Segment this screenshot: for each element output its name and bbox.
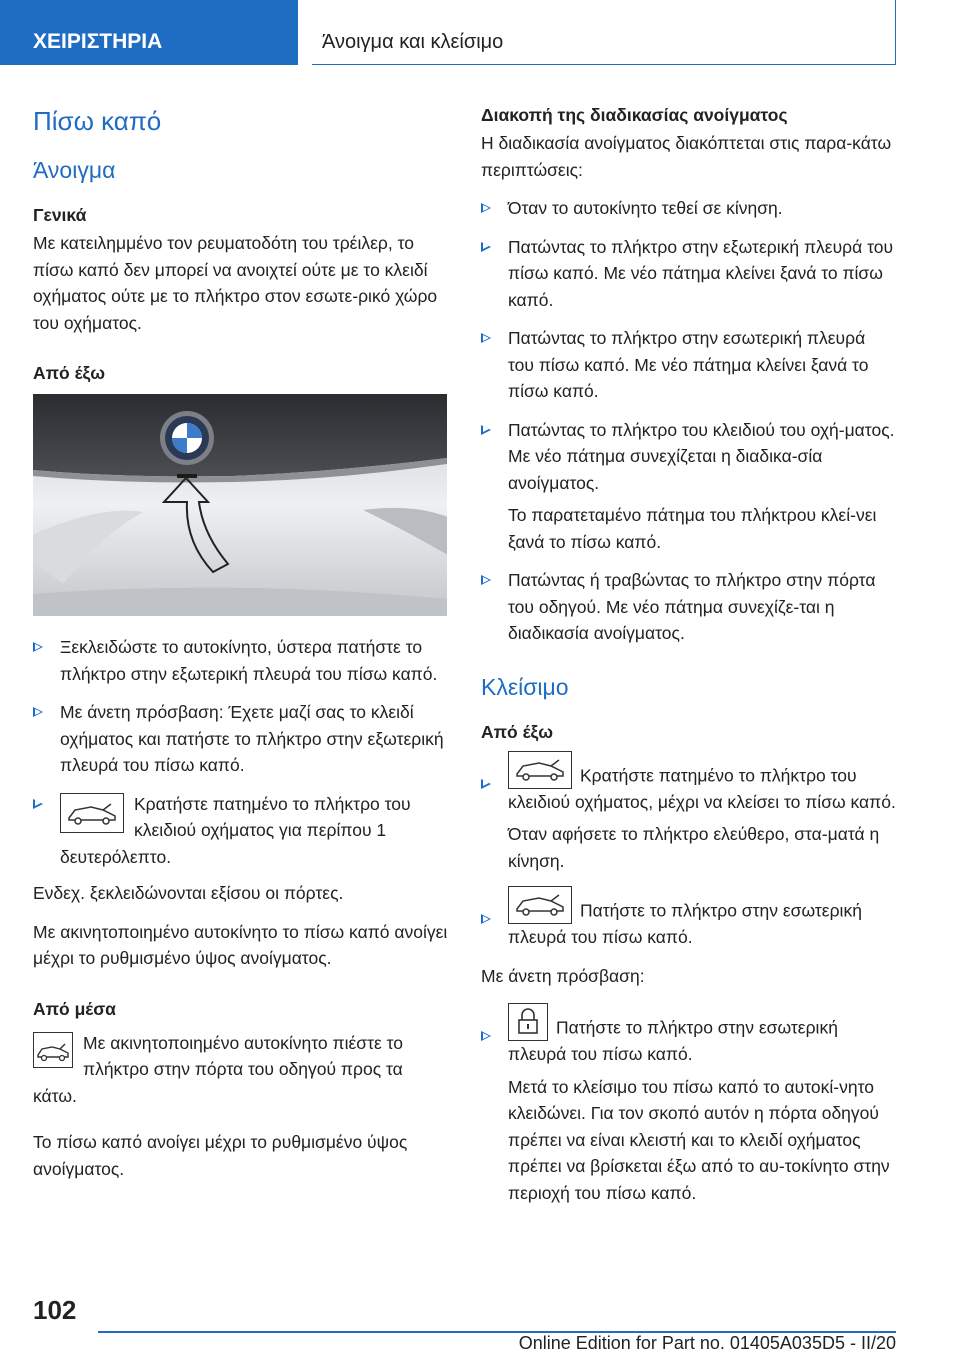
- left-column: [33, 100, 450, 1194]
- right-column: [481, 100, 896, 1218]
- bullet-triangle-icon: [481, 242, 491, 252]
- interrupt-sub-note: Το παρατεταμένο πάτημα του πλήκτρου κλεί-νει ξανά το πίσω καπό.: [508, 505, 877, 552]
- bullet-triangle-icon: [481, 575, 491, 585]
- interrupt-list: [481, 195, 896, 647]
- open-steps-list: [33, 634, 450, 870]
- list-item: Κρατήστε πατημένο το πλήκτρο του κλειδιού οχήματος για περίπου 1 δευτερόλεπτο.: [33, 791, 450, 871]
- bullet-triangle-icon: [33, 707, 43, 717]
- bullet-triangle-icon: [481, 914, 491, 924]
- comfort-label: Με άνετη πρόσβαση:: [481, 965, 645, 986]
- opening-heading: Άνοιγμα: [33, 157, 116, 183]
- closing-heading: Κλείσιμο: [481, 673, 569, 700]
- lock-icon: [508, 1003, 548, 1041]
- header-chapter: Άνοιγμα και κλείσιμο: [312, 0, 896, 65]
- list-item: Πατήστε το πλήκτρο στην εσωτερική πλευρά του πίσω καπό. Μετά το κλείσιμο του πίσω καπό το αυτοκί-νητο κλειδώνει. Για τον σκοπό αυτόν η πόρτα οδηγού πρέπει να είναι κλειστή και το κλειδί οχήματος πρέπει να βρίσκεται έξω από το αυ-τοκίνητο στην περιοχή του πίσω καπό.: [481, 1003, 896, 1206]
- page-number: 102: [33, 1295, 77, 1325]
- list-item: Ξεκλειδώστε το αυτοκίνητο, ύστερα πατήστε το πλήκτρο στην εξωτερική πλευρά του πίσω καπό.: [33, 634, 450, 687]
- general-heading: Γενικά: [33, 205, 87, 225]
- general-text: Με κατειλημμένο τον ρευματοδότη του τρέιλερ, το πίσω καπό δεν μπορεί να ανοιχτεί ούτε με το κλειδί οχήματος ούτε με το πλήκτρο στον εσωτε-ρικό χώρο του οχήματος.: [33, 233, 438, 333]
- tailgate-inside-button-icon: [508, 886, 572, 924]
- inside-text: Με ακινητοποιημένο αυτοκίνητο πιέστε το πλήκτρο στην πόρτα του οδηγού προς τα κάτω.: [33, 1032, 404, 1106]
- comfort-sub-note: Μετά το κλείσιμο του πίσω καπό το αυτοκί-νητο κλειδώνει. Για τον σκοπό αυτόν η πόρτα οδηγού πρέπει να είναι κλειστή και το κλειδί οχήματος πρέπει να βρίσκεται έξω από το αυ-τοκίνητο στην περιοχή του πίσω καπό.: [508, 1076, 890, 1203]
- list-item: Πατώντας το πλήκτρο του κλειδιού του οχή-ματος. Με νέο πάτημα συνεχίζεται η διαδικα-σία ανοίγματος. Το παρατεταμένο πάτημα του πλήκτρου κλεί-νει ξανά το πίσω καπό.: [481, 417, 896, 556]
- page-title: Πίσω καπό: [33, 106, 162, 136]
- bullet-triangle-icon: [481, 1031, 491, 1041]
- header-section: ΧΕΙΡΙΣΤΗΡΙΑ: [0, 0, 298, 65]
- driver-door-tailgate-button-icon: [33, 1032, 73, 1068]
- list-item: Πατήστε το πλήκτρο στην εσωτερική πλευρά του πίσω καπό.: [481, 886, 896, 951]
- list-item: Πατώντας το πλήκτρο στην εξωτερική πλευρά του πίσω καπό. Με νέο πάτημα κλείνει ξανά το πίσω καπό.: [481, 234, 896, 314]
- interrupt-text: Η διαδικασία ανοίγματος διακόπτεται στις παρα-κάτω περιπτώσεις:: [481, 133, 892, 180]
- list-item: Όταν το αυτοκίνητο τεθεί σε κίνηση.: [481, 195, 896, 222]
- bullet-triangle-icon: [481, 425, 491, 435]
- outside-heading: Από έξω: [33, 363, 106, 383]
- footer-edition: Online Edition for Part no. 01405A035D5 - II/20: [518, 1333, 896, 1353]
- bullet-triangle-icon: [481, 333, 491, 343]
- bullet-triangle-icon: [33, 642, 43, 652]
- list-item: Κρατήστε πατημένο το πλήκτρο του κλειδιού οχήματος, μέχρι να κλείσει το πίσω καπό. Όταν αφήσετε το πλήκτρο ελεύθερο, στα-ματά η κίνηση.: [481, 751, 896, 875]
- list-item: Με άνετη πρόσβαση: Έχετε μαζί σας το κλειδί οχήματος και πατήστε το πλήκτρο στην εξωτερική πλευρά του πίσω καπό.: [33, 699, 450, 779]
- close-sub-note: Όταν αφήσετε το πλήκτρο ελεύθερο, στα-ματά η κίνηση.: [508, 824, 880, 871]
- tailgate-button-photo: [33, 394, 447, 616]
- key-tailgate-button-icon: [508, 751, 572, 789]
- close-outside-heading: Από έξω: [481, 721, 554, 742]
- comfort-list: [481, 1003, 896, 1206]
- bullet-triangle-icon: [33, 799, 43, 809]
- bullet-triangle-icon: [481, 779, 491, 789]
- close-list: [481, 751, 896, 951]
- inside-note: Το πίσω καπό ανοίγει μέχρι το ρυθμισμένο ύψος ανοίγματος.: [33, 1132, 408, 1179]
- note-doors: Ενδεχ. ξεκλειδώνονται εξίσου οι πόρτες.: [33, 883, 344, 903]
- list-item: Πατώντας ή τραβώντας το πλήκτρο στην πόρτα του οδηγού. Με νέο πάτημα συνεχίζε-ται η διαδικασία ανοίγματος.: [481, 567, 896, 647]
- list-item: Πατώντας το πλήκτρο στην εσωτερική πλευρά του πίσω καπό. Με νέο πάτημα κλείνει ξανά το πίσω καπό.: [481, 325, 896, 405]
- note-height: Με ακινητοποιημένο αυτοκίνητο το πίσω καπό ανοίγει μέχρι το ρυθμισμένο ύψος ανοίγματος.: [33, 921, 448, 968]
- inside-heading: Από μέσα: [33, 998, 116, 1019]
- key-tailgate-button-icon: [60, 793, 124, 833]
- bullet-triangle-icon: [481, 203, 491, 213]
- interrupt-heading: Διακοπή της διαδικασίας ανοίγματος: [481, 105, 788, 125]
